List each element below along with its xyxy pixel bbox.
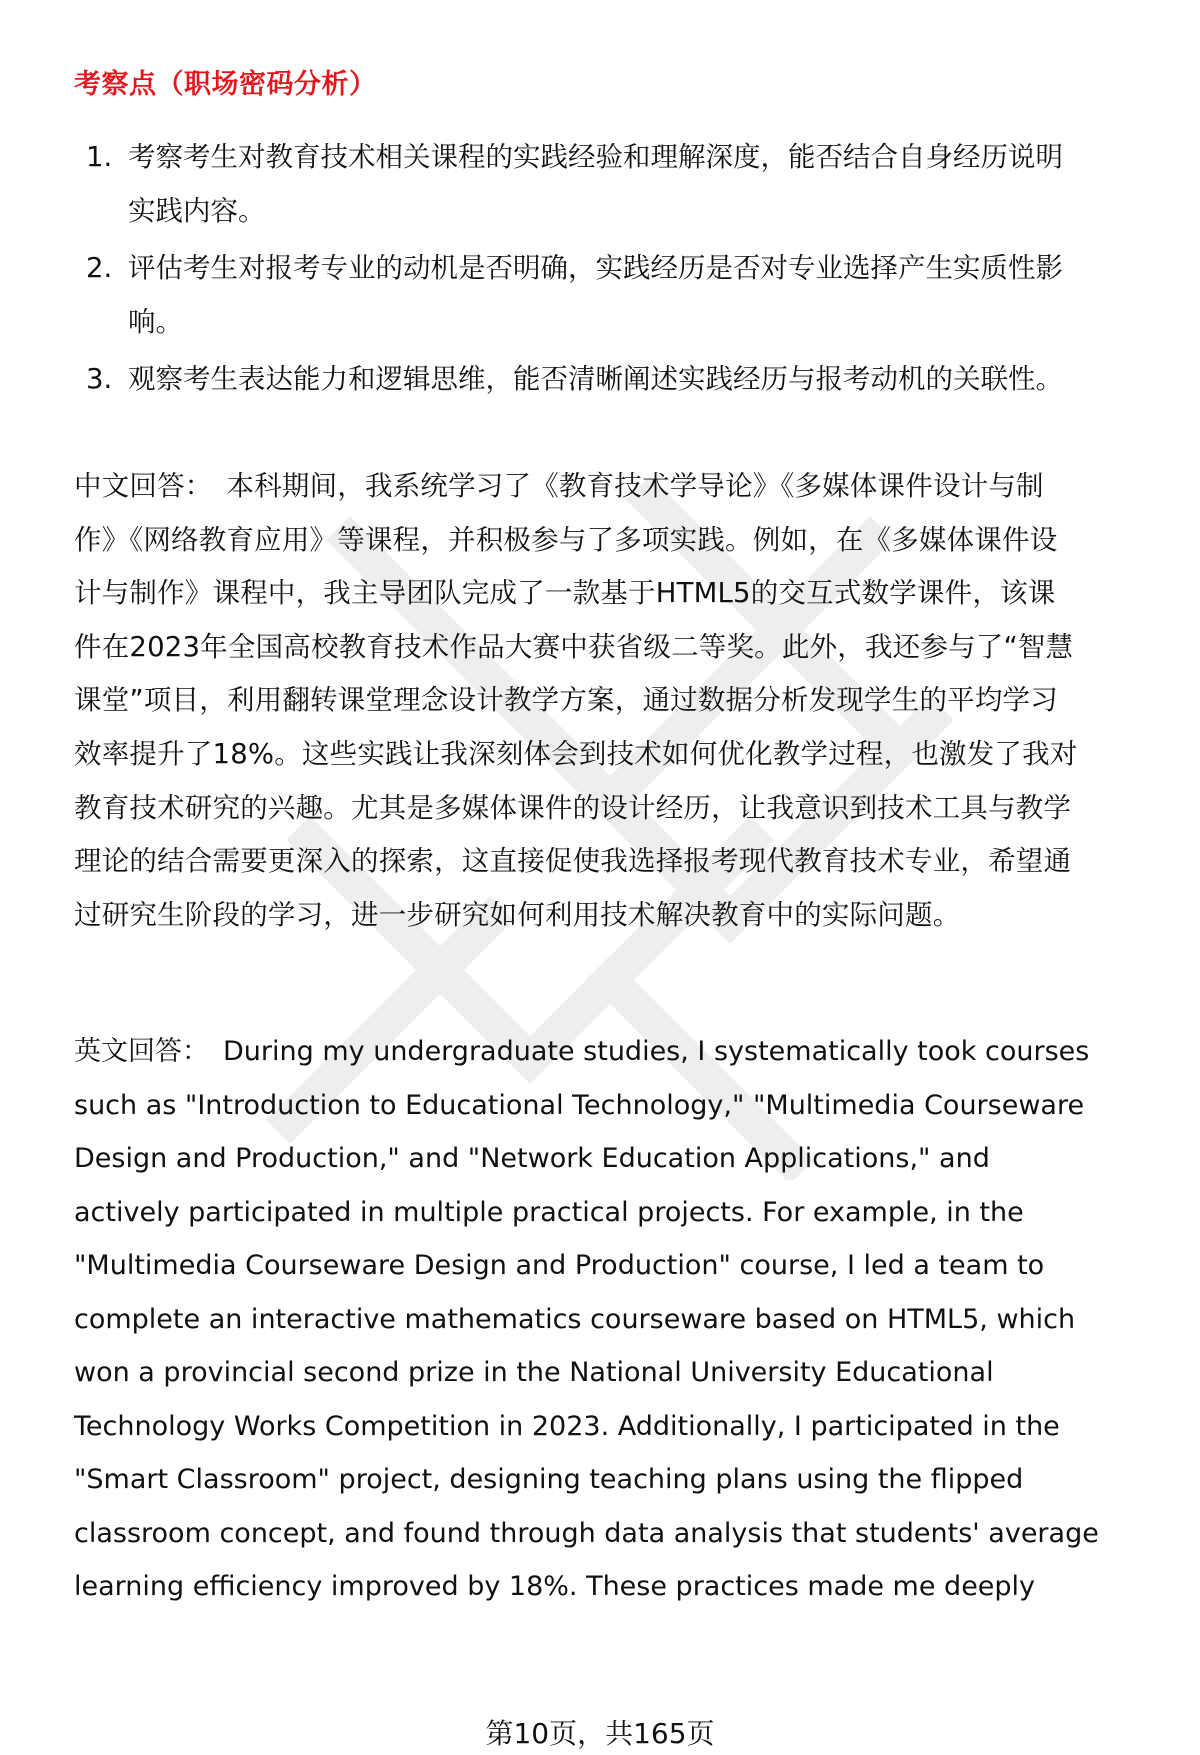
answer-text: Design and Production," and "Network Education Applications," and [74, 1143, 990, 1174]
answer-text: 计与制作》课程中，我主导团队完成了一款基于HTML5的交互式数学课件，该课 [74, 577, 1056, 610]
answer-text: such as "Introduction to Educational Technology," "Multimedia Courseware [74, 1089, 1085, 1121]
answer-text: 作》《网络教育应用》等课程，并积极参与了多项实践。例如，在《多媒体课件设 [74, 523, 1058, 556]
criteria-item [74, 352, 1154, 406]
answer-text: 教育技术研究的兴趣。尤其是多媒体课件的设计经历，让我意识到技术工具与教学 [74, 791, 1072, 824]
criteria-item [74, 130, 1154, 238]
list-text: 观察考生表达能力和逻辑思维，能否清晰阐述实践经历与报考动机的关联性。 [128, 363, 1063, 395]
english-answer-label: 英文回答： [74, 1036, 209, 1067]
answer-text: 件在2023年全国高校教育技术作品大赛中获省级二等奖。此外，我还参与了“智慧 [74, 630, 1074, 663]
list-text: 响。 [128, 306, 183, 338]
answer-text: "Smart Classroom" project, designing teaching plans using the flipped [74, 1464, 1024, 1495]
answer-text: 效率提升了18%。这些实践让我深刻体会到技术如何优化教学过程，也激发了我对 [74, 737, 1078, 770]
list-text: 评估考生对报考专业的动机是否明确，实践经历是否对专业选择产生实质性影 [128, 252, 1063, 284]
english-answer [74, 1025, 1154, 1614]
chinese-answer [74, 460, 1154, 942]
answer-text: 本科期间，我系统学习了《教育技术学导论》《多媒体课件设计与制 [226, 470, 1044, 502]
list-text: 实践内容。 [128, 195, 266, 227]
answer-text: 过研究生阶段的学习，进一步研究如何利用技术解决教育中的实际问题。 [74, 898, 961, 931]
answer-text: complete an interactive mathematics courseware based on HTML5, which [74, 1303, 1076, 1335]
answer-text: classroom concept, and found through data analysis that students' average [74, 1517, 1099, 1549]
chinese-answer-label: 中文回答： [74, 470, 213, 502]
answer-text: won a provincial second prize in the National University Educational [74, 1357, 994, 1388]
answer-text: During my undergraduate studies, I systematically took courses [223, 1036, 1090, 1067]
answer-text: 课堂”项目，利用翻转课堂理念设计教学方案，通过数据分析发现学生的平均学习 [74, 684, 1058, 717]
answer-text: learning efficiency improved by 18%. These practices made me deeply [74, 1571, 1036, 1602]
section-title: 考察点（职场密码分析） [74, 69, 377, 100]
list-number: 1. [86, 141, 113, 173]
criteria-list [74, 130, 1154, 409]
list-text: 考察考生对教育技术相关课程的实践经验和理解深度，能否结合自身经历说明 [128, 141, 1063, 173]
answer-text: "Multimedia Courseware Design and Production" course, I led a team to [74, 1250, 1045, 1281]
answer-text: Technology Works Competition in 2023. Additionally, I participated in the [74, 1410, 1060, 1442]
answer-text: 理论的结合需要更深入的探索，这直接促使我选择报考现代教育技术专业，希望通 [74, 845, 1072, 878]
list-number: 2. [86, 252, 113, 284]
answer-text: actively participated in multiple practical projects. For example, in the [74, 1196, 1024, 1228]
criteria-item [74, 241, 1154, 349]
list-number: 3. [86, 363, 113, 395]
page-indicator: 第10页，共165页 [485, 1717, 715, 1750]
